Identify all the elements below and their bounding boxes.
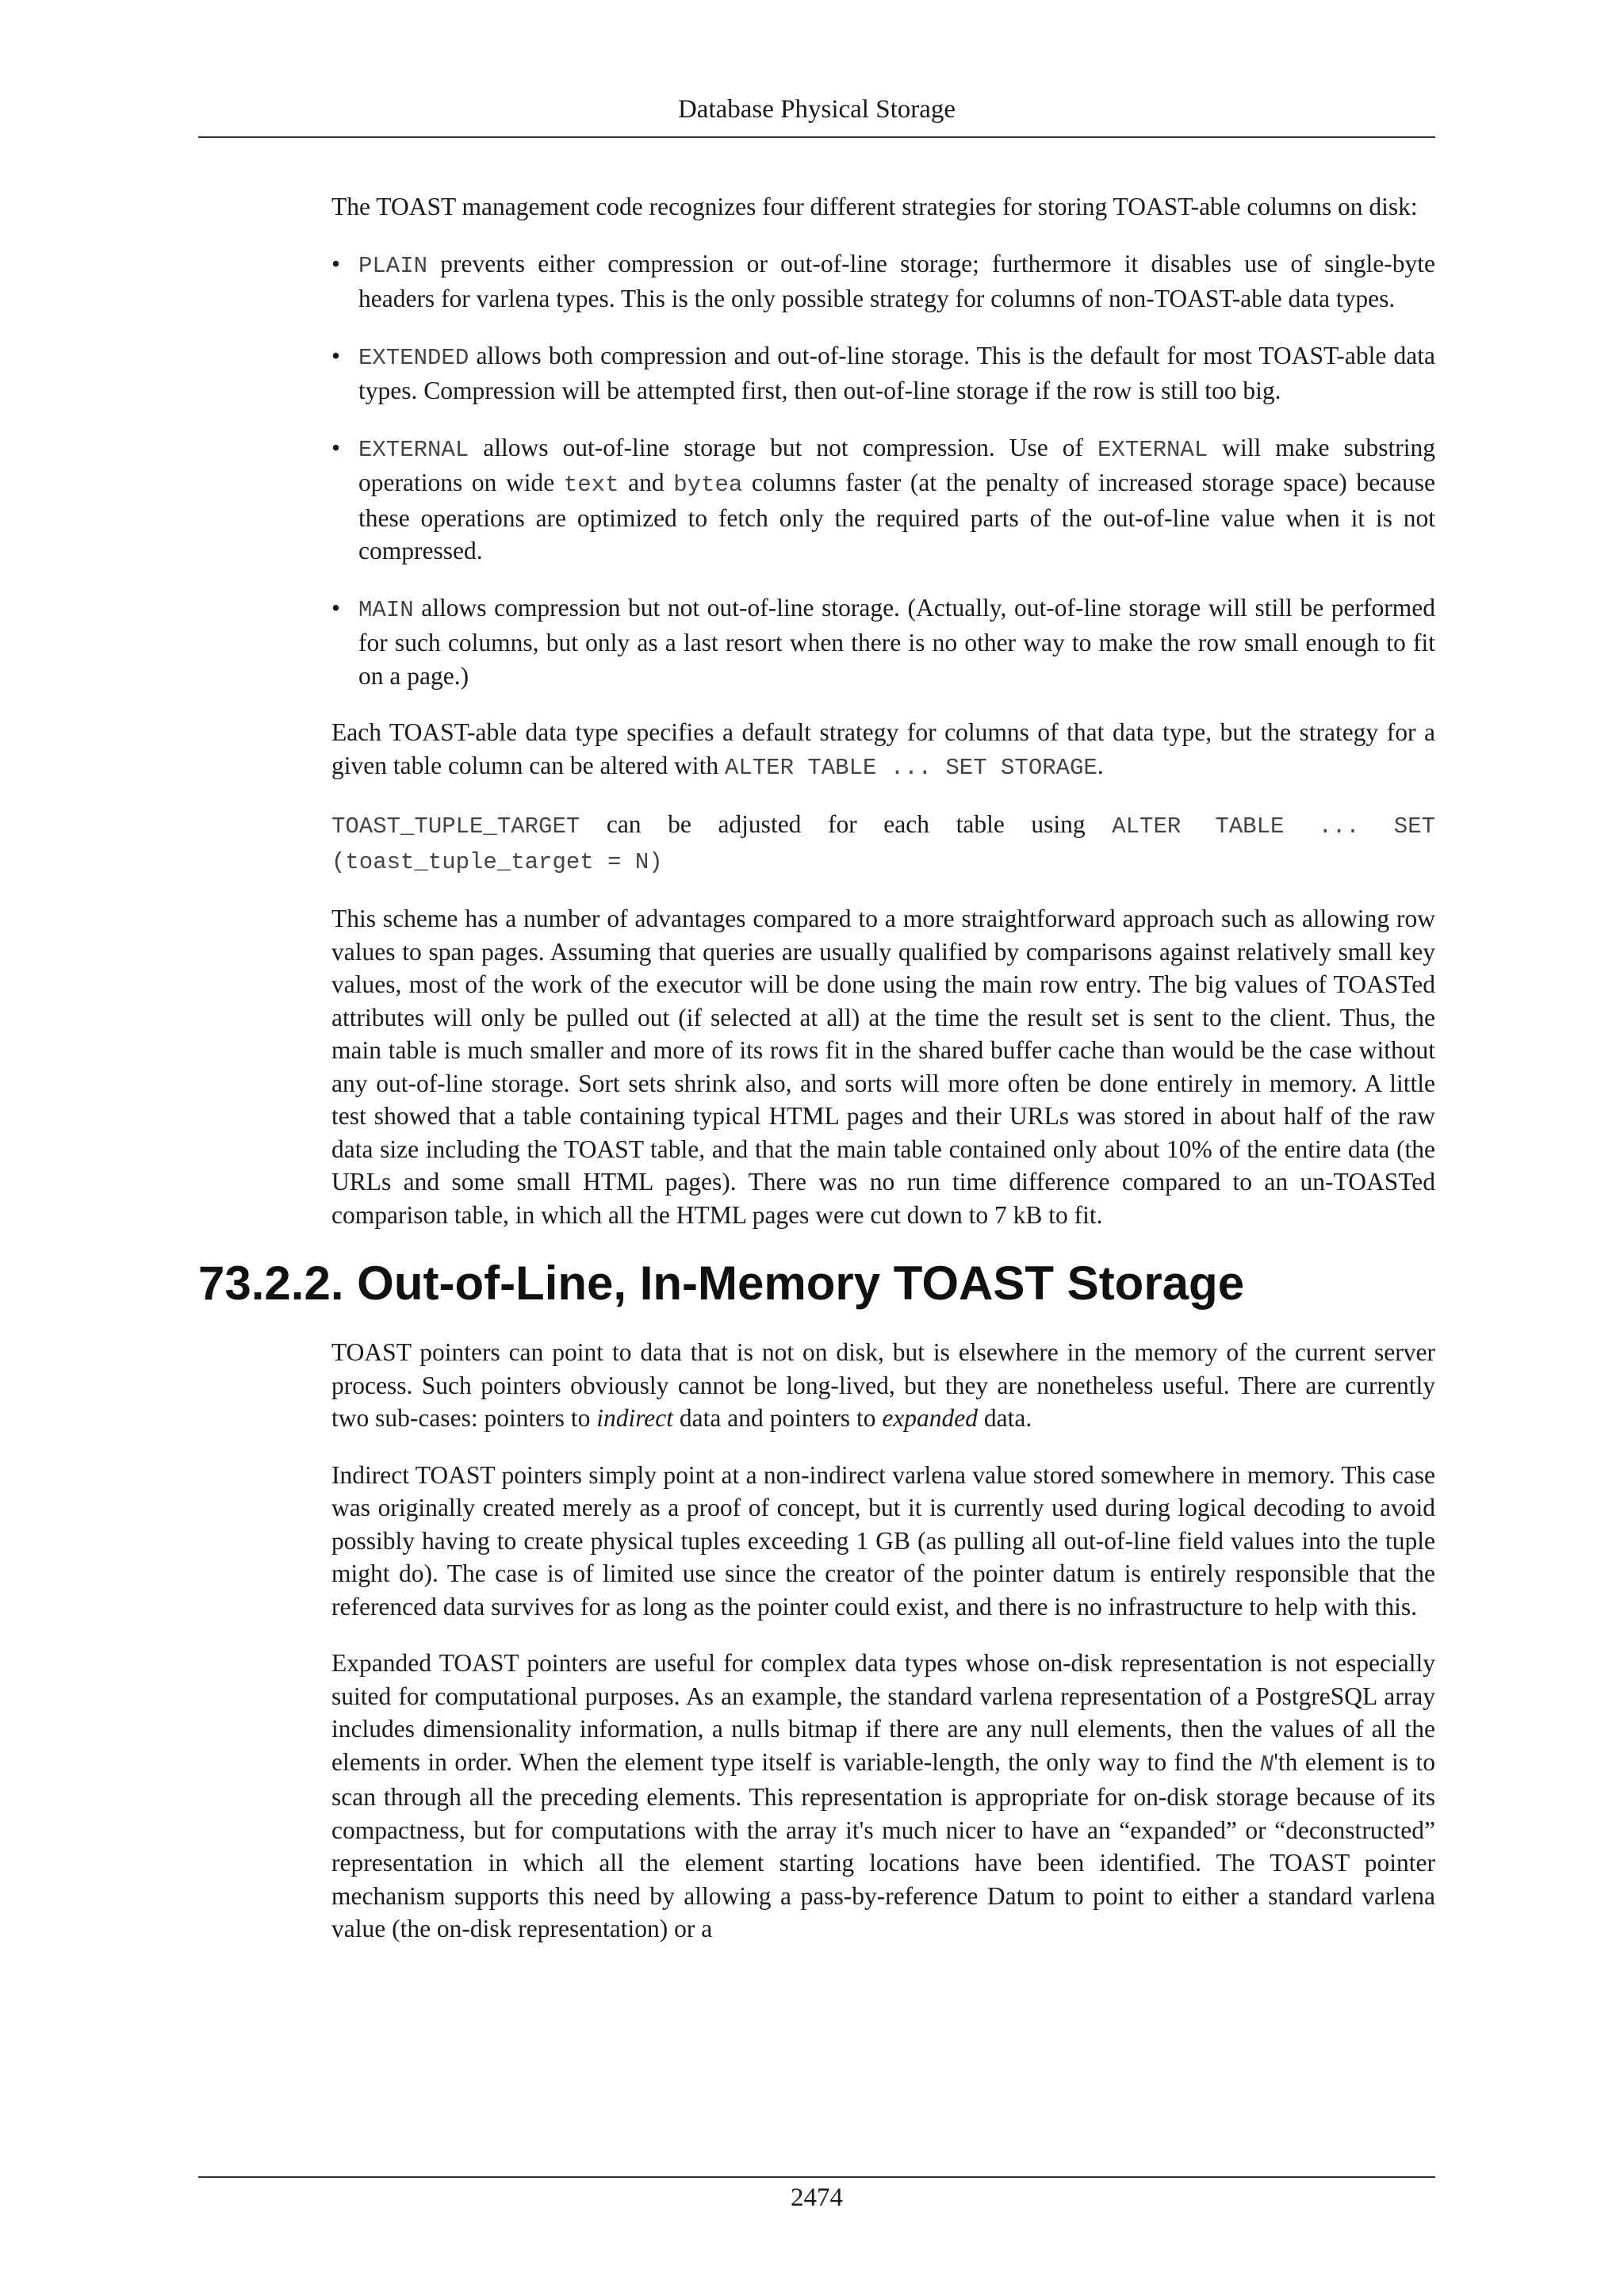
- page-number: 2474: [791, 2183, 843, 2212]
- list-item-external: • EXTERNAL allows out-of-line storage but not compression. Use of EXTERNAL will make substring operations on wide text and bytea columns faster (at the penalty of increased storage space) because these operations are optimized to fetch only the required parts of the out-of-line value when it is not compressed.: [331, 431, 1435, 568]
- tuple-target-paragraph: TOAST_TUPLE_TARGET can be adjusted for each table using ALTER TABLE ... SET (toast_tuple_target = N): [331, 810, 1436, 875]
- list-item-plain: • PLAIN prevents either compression or out-of-line storage; furthermore it disables use of single-byte headers for varlena types. This is the only possible strategy for columns of non-TOAST-able data types.: [331, 247, 1435, 316]
- code-main: MAIN: [358, 596, 414, 623]
- footer-rule: [198, 2176, 1435, 2178]
- list-item-main: • MAIN allows compression but not out-of-line storage. (Actually, out-of-line storage will still be performed for such columns, but only as a last resort when there is no other way to make the row small enough to fit on a page.): [331, 591, 1435, 693]
- expanded-paragraph: Expanded TOAST pointers are useful for complex data types whose on-disk representation is not especially suited for computational purposes. As an example, the standard varlena representation of a PostgreSQL array includes dimensionality information, a nulls bitmap if there are any null elements, then the values of all the elements in order. When the element type itself is variable-length, the only way to find the N'th element is to scan through all the preceding elements. This representation is appropriate for on-disk storage because of its compactness, but for computations with the array it's much nicer to have an “expanded” or “deconstructed” representation in which all the element starting locations have been identified. The TOAST pointer mechanism supports this need by allowing a pass-by-reference Datum to point to either a standard varlena value (the on-disk representation) or a: [331, 1649, 1435, 1942]
- intro-paragraph: The TOAST management code recognizes four different strategies for storing TOAST-able columns on disk:: [331, 193, 1418, 220]
- code-plain: PLAIN: [358, 252, 428, 279]
- section-heading: 73.2.2. Out-of-Line, In-Memory TOAST Storage: [198, 1257, 1245, 1310]
- code-external: EXTERNAL: [358, 436, 469, 463]
- list-item-extended: • EXTENDED allows both compression and out-of-line storage. This is the default for most TOAST-able data types. Compression will be attempted first, then out-of-line storage if the row is still too big.: [331, 339, 1435, 408]
- default-strategy-paragraph: Each TOAST-able data type specifies a default strategy for columns of that data type, but the strategy for a given table column can be altered with ALTER TABLE ... SET STORAGE.: [331, 718, 1435, 781]
- strategy-list: [331, 247, 1435, 693]
- page-content: [198, 190, 1436, 1969]
- code-extended: EXTENDED: [358, 344, 469, 371]
- indirect-paragraph: Indirect TOAST pointers simply point at a non-indirect varlena value stored somewhere in memory. This case was originally created merely as a proof of concept, but it is currently used during logical decoding to avoid possibly having to create physical tuples exceeding 1 GB (as pulling all out-of-line field values into the tuple might do). The case is of limited use since the creator of the pointer datum is entirely responsible that the referenced data survives for as long as the pointer could exist, and there is no infrastructure to help with this.: [331, 1460, 1435, 1621]
- pointers-paragraph: TOAST pointers can point to data that is not on disk, but is elsewhere in the memory of the current server process. Such pointers obviously cannot be long-lived, but they are nonetheless useful. There are currently two sub-cases: pointers to indirect data and pointers to expanded data.: [331, 1338, 1435, 1432]
- header-rule: [198, 136, 1435, 138]
- advantages-paragraph: This scheme has a number of advantages compared to a more straightforward approach such as allowing row values to span pages. Assuming that queries are usually qualified by comparisons against relatively small key values, most of the work of the executor will be done using the main row entry. The big values of TOASTed attributes will only be pulled out (if selected at all) at the time the result set is sent to the client. Thus, the main table is much smaller and more of its rows fit in the shared buffer cache than would be the case without any out-of-line storage. Sort sets shrink also, and sorts will more often be done entirely in memory. A little test showed that a table containing typical HTML pages and their URLs was stored in about half of the raw data size including the TOAST table, and that the main table contained only about 10% of the entire data (the URLs and some small HTML pages). There was no run time difference compared to an un-TOASTed comparison table, in which all the HTML pages were cut down to 7 kB to fit.: [331, 905, 1435, 1229]
- running-header: Database Physical Storage: [677, 95, 956, 124]
